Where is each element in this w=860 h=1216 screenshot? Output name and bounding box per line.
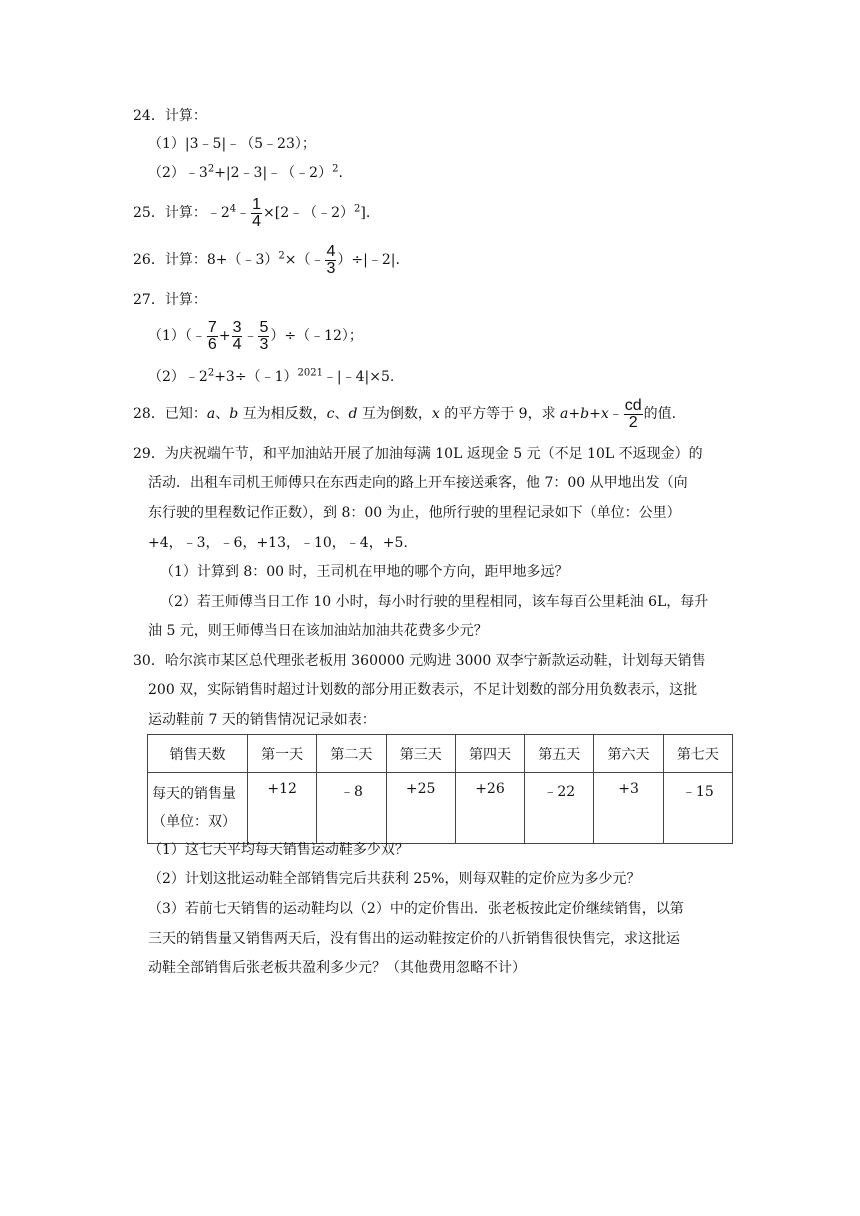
table-header-cell: 第三天 bbox=[386, 735, 455, 773]
q30-subq-3-line-2: 三天的销售量又销售两天后，没有售出的运动鞋按定价的八折销售很快售完，求这批运 bbox=[148, 931, 680, 947]
table-cell: +3 bbox=[594, 773, 663, 844]
q27-part1: （1）（﹣ $\frac{7}{6}$ + $\frac{3}{4}$ ﹣ $\frac{5}{3}$ ）÷（﹣12）； bbox=[148, 318, 363, 353]
fraction-cd-2: $\frac{cd}{2}$ bbox=[624, 396, 642, 431]
table-header-cell: 第五天 bbox=[525, 735, 594, 773]
q30-subq-1: （1）这七天平均每天销售运动鞋多少双？ bbox=[148, 842, 409, 858]
table-header-cell: 第二天 bbox=[317, 735, 386, 773]
table-header-cell: 第一天 bbox=[248, 735, 317, 773]
fraction-1-4: $\frac{1}{4}$ bbox=[252, 195, 262, 230]
q26-line: 26．计算：8+（﹣3）$^2$×（﹣ $\frac{4}{3}$ ）÷|﹣2|. bbox=[133, 242, 400, 277]
fraction-3-4: $\frac{3}{4}$ bbox=[232, 318, 242, 353]
fraction-4-3: $\frac{4}{3}$ bbox=[326, 242, 336, 277]
fraction-7-6: $\frac{7}{6}$ bbox=[207, 318, 217, 353]
table-cell: ﹣8 bbox=[317, 773, 386, 844]
row-label-cell: 每天的销售量 （单位：双） bbox=[148, 773, 248, 844]
sales-table bbox=[147, 734, 733, 844]
q30-line-2: 200 双，实际销售时超过计划数的部分用正数表示，不足计划数的部分用负数表示，这批 bbox=[148, 682, 698, 698]
q30-line-1: 30．哈尔滨市某区总代理张老板用 360000 元购进 3000 双李宁新款运动鞋，计划每天销售 bbox=[133, 653, 706, 669]
q30-subq-2: （2）计划这批运动鞋全部销售完后共获利 25%，则每双鞋的定价应为多少元？ bbox=[148, 871, 641, 887]
table-row bbox=[148, 773, 733, 844]
q29-line-4: +4，﹣3，﹣6，+13，﹣10，﹣4，+5. bbox=[148, 535, 408, 551]
q24-stem: 24．计算： bbox=[133, 108, 207, 124]
q29-subq-2: （2）若王师傅当日工作 10 小时，每小时行驶的里程相同，该车每百公里耗油 6L，每升 bbox=[160, 594, 709, 610]
table-header-row bbox=[148, 735, 733, 773]
q30-line-3: 运动鞋前 7 天的销售情况记录如表： bbox=[148, 712, 376, 728]
fraction-5-3: $\frac{5}{3}$ bbox=[259, 318, 269, 353]
table-header-cell: 第六天 bbox=[594, 735, 663, 773]
q28-line: 28．已知：a、b 互为相反数，c、d 互为倒数，x 的平方等于 9，求 a+b+x﹣ $\frac{cd}{2}$ 的值. bbox=[133, 396, 677, 431]
q27-stem: 27．计算： bbox=[133, 292, 207, 308]
q29-line-1: 29．为庆祝端午节，和平加油站开展了加油每满 10L 返现金 5 元（不足 10L 不返现金）的 bbox=[133, 446, 703, 462]
table-cell: +12 bbox=[248, 773, 317, 844]
q29-subq-1: （1）计算到 8：00 时，王司机在甲地的哪个方向，距甲地多远？ bbox=[160, 564, 569, 580]
table-header-cell: 销售天数 bbox=[148, 735, 248, 773]
table-cell: ﹣22 bbox=[525, 773, 594, 844]
q29-line-7: 油 5 元，则王师傅当日在该加油站加油共花费多少元？ bbox=[148, 623, 488, 639]
table-header-cell: 第七天 bbox=[663, 735, 732, 773]
q30-subq-3-line-1: （3）若前七天销售的运动鞋均以（2）中的定价售出．张老板按此定价继续销售，以第 bbox=[148, 901, 684, 917]
q30-subq-3-line-3: 动鞋全部销售后张老板共盈利多少元？（其他费用忽略不计） bbox=[148, 960, 526, 976]
table-cell: +26 bbox=[455, 773, 524, 844]
q25-line: 25．计算：$﹣2^4﹣$ $\frac{1}{4}$ ×[2﹣（﹣2）$^2$]. bbox=[133, 195, 371, 230]
q24-part1: （1）|3﹣5|﹣（5﹣23）； bbox=[148, 136, 316, 152]
q27-part2: $(2)﹣2^2+3\div(﹣1)^{2021}﹣|﹣4|\times 5$. bbox=[148, 367, 395, 385]
q29-line-3: 东行驶的里程数记作正数），到 8：00 为止，他所行驶的里程记录如下（单位：公里） bbox=[148, 505, 681, 521]
q24-part2: $(2)﹣3^2+|2﹣3|﹣(﹣2)^2$. bbox=[148, 163, 343, 181]
q29-line-2: 活动．出租车司机王师傅只在东西走向的路上开车接送乘客，他 7：00 从甲地出发（向 bbox=[148, 475, 688, 491]
table-header-cell: 第四天 bbox=[455, 735, 524, 773]
table-cell: +25 bbox=[386, 773, 455, 844]
table-cell: ﹣15 bbox=[663, 773, 732, 844]
